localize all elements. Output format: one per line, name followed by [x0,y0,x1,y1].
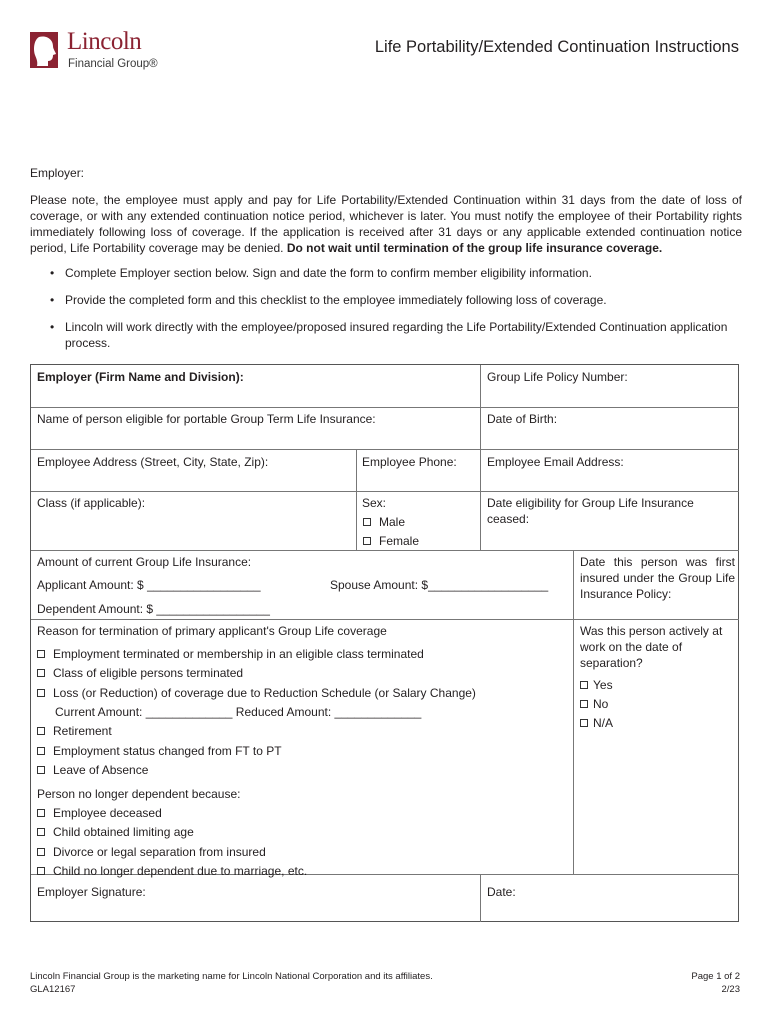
bullet-item [50,292,742,308]
employer-firm-field[interactable]: Employer (Firm Name and Division): [37,370,244,384]
reason-option[interactable]: Retirement [37,723,112,739]
sex-label: Sex: [362,496,387,510]
amount-label: Amount of current Group Life Insurance: [37,555,252,569]
checkbox[interactable] [580,719,588,727]
checkbox[interactable] [37,766,45,774]
footer-marketing: Lincoln Financial Group is the marketing name for Lincoln National Corporation and its affiliates. [30,971,433,982]
bullet-item [50,265,742,281]
checkbox[interactable] [37,689,45,697]
bullet-text: Provide the completed form and this checklist to the employee immediately following loss of coverage. [65,293,607,307]
intro-paragraph [30,192,742,256]
current-reduced-amount-field[interactable]: Current Amount: _____________ Reduced Amount: _____________ [55,705,422,719]
phone-field[interactable]: Employee Phone: [362,455,457,469]
page-number: Page 1 of 2 [691,971,740,982]
bullet-item [50,319,742,351]
spouse-amount-field[interactable]: Spouse Amount: $__________________ [330,578,549,592]
checkbox[interactable] [363,537,371,545]
email-field[interactable]: Employee Email Address: [487,455,624,469]
logo-subtitle: Financial Group® [68,58,158,70]
dependent-reason-option[interactable]: Child obtained limiting age [37,824,194,840]
checkbox[interactable] [37,727,45,735]
class-field[interactable]: Class (if applicable): [37,496,146,510]
at-work-question: Was this person actively at work on the date of separation? [580,624,723,670]
footer-left [30,970,433,996]
lincoln-profile-icon [28,30,62,70]
policy-number-field[interactable]: Group Life Policy Number: [487,370,628,384]
intro-text: Please note, the employee must apply and pay for Life Portability/Extended Continuation within 31 days from the date of loss of coverage, or with any extended continuation notice period, whichever is later. You must notify the employee of their Portability rights immediately following loss of coverage. If the application is received after 31 days or any applicable extended continuation notice period, Life Portability coverage may be denied. [30,193,742,255]
reason-option[interactable]: Employment terminated or membership in an eligible class terminated [37,646,424,662]
reason-label: Reason for termination of primary applicant's Group Life coverage [37,624,387,638]
footer-form-id: GLA12167 [30,984,76,995]
first-insured-field[interactable]: Date this person was first insured under the Group Life Insurance Policy: [580,555,735,601]
checkbox[interactable] [363,518,371,526]
checkbox[interactable] [37,669,45,677]
checkbox[interactable] [37,828,45,836]
footer-right [691,970,740,996]
eligibility-ceased-field[interactable]: Date eligibility for Group Life Insurance ceased: [487,496,694,526]
dependent-reason-option[interactable]: Divorce or legal separation from insured [37,844,266,860]
sex-male-option[interactable]: Male [363,514,405,530]
address-field[interactable]: Employee Address (Street, City, State, Zip): [37,455,269,469]
bullet-text: Lincoln will work directly with the employee/proposed insured regarding the Life Portability/Extended Continuation application process. [65,320,728,350]
reason-option[interactable]: Loss (or Reduction) of coverage due to Reduction Schedule (or Salary Change) [37,685,476,701]
sex-female-option[interactable]: Female [363,533,419,549]
bullet-dot: • [50,320,55,334]
revision-date: 2/23 [721,984,740,995]
dob-field[interactable]: Date of Birth: [487,412,558,426]
employer-label: Employer: [30,166,85,180]
bullet-dot: • [50,293,55,307]
bullet-dot: • [50,266,55,280]
reason-option[interactable]: Employment status changed from FT to PT [37,743,282,759]
signature-date-field[interactable]: Date: [487,885,516,899]
checkbox[interactable] [580,700,588,708]
at-work-no-option[interactable]: No [580,696,608,712]
dependent-reason-option[interactable]: Child no longer dependent due to marriage, etc. [37,863,307,879]
employer-form [30,364,739,922]
checkbox[interactable] [37,848,45,856]
dependent-amount-field[interactable]: Dependent Amount: $ _________________ [37,602,270,616]
dependent-reason-option[interactable]: Employee deceased [37,805,162,821]
reason-option[interactable]: Leave of Absence [37,762,148,778]
checkbox[interactable] [37,650,45,658]
bullet-text: Complete Employer section below. Sign and date the form to confirm member eligibility information. [65,266,592,280]
eligible-person-field[interactable]: Name of person eligible for portable Group Term Life Insurance: [37,412,376,426]
reason-option[interactable]: Class of eligible persons terminated [37,665,243,681]
at-work-na-option[interactable]: N/A [580,715,613,731]
checkbox[interactable] [37,809,45,817]
logo-name: Lincoln [67,28,142,55]
checkbox[interactable] [37,747,45,755]
document-title: Life Portability/Extended Continuation Instructions [374,38,739,56]
at-work-yes-option[interactable]: Yes [580,677,613,693]
intro-bold: Do not wait until termination of the group life insurance coverage. [286,241,663,255]
applicant-amount-field[interactable]: Applicant Amount: $ _________________ [37,578,261,592]
employer-signature-field[interactable]: Employer Signature: [37,885,146,899]
lincoln-logo [28,28,168,76]
checkbox[interactable] [580,681,588,689]
checkbox[interactable] [37,867,45,875]
dependent-reason-label: Person no longer dependent because: [37,787,241,801]
